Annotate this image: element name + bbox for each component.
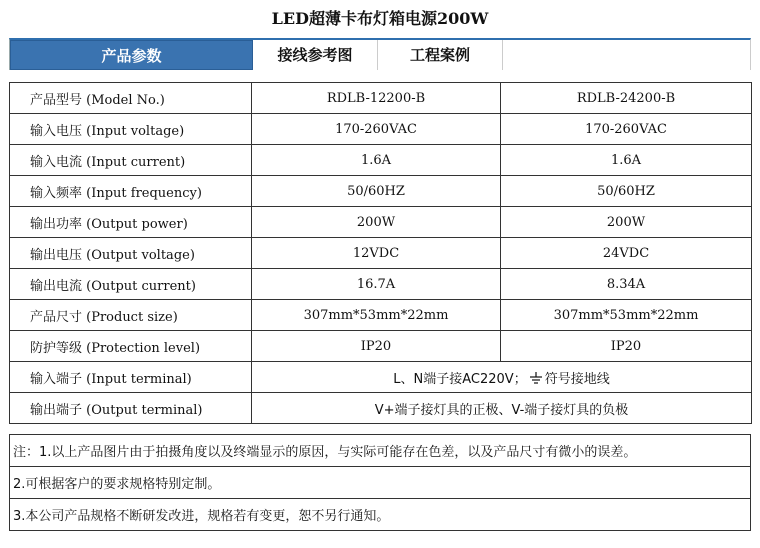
tab-project-cases[interactable]: 工程案例 <box>378 40 503 70</box>
model-24v-value: 8.34A <box>501 269 752 300</box>
row-label: 输入电流 (Input current) <box>10 145 252 176</box>
table-row <box>10 393 752 424</box>
model-12v-value: 1.6A <box>252 145 501 176</box>
model-24v-value: 24VDC <box>501 238 752 269</box>
tab-bar <box>9 38 751 70</box>
row-label: 产品尺寸 (Product size) <box>10 300 252 331</box>
table-row <box>10 238 752 269</box>
table-row <box>10 145 752 176</box>
note-text: 注：1.以上产品图片由于拍摄角度以及终端显示的原因，与实际可能存在色差，以及产品尺寸有微小的误差。 <box>10 435 751 467</box>
model-24v-value: 307mm*53mm*22mm <box>501 300 752 331</box>
output-terminal-value: V+端子接灯具的正极、V-端子接灯具的负极 <box>252 393 752 424</box>
table-row <box>10 467 751 499</box>
table-row <box>10 207 752 238</box>
row-label: 输入电压 (Input voltage) <box>10 114 252 145</box>
table-row <box>10 83 752 114</box>
table-row <box>10 114 752 145</box>
table-row <box>10 176 752 207</box>
model-24v-value: 170-260VAC <box>501 114 752 145</box>
table-row <box>10 435 751 467</box>
row-label: 输入端子 (Input terminal) <box>10 362 252 393</box>
note-text: 2.可根据客户的要求规格特别定制。 <box>10 467 751 499</box>
row-label: 输出端子 (Output terminal) <box>10 393 252 424</box>
note-text: 3.本公司产品规格不断研发改进，规格若有变更，恕不另行通知。 <box>10 499 751 531</box>
table-row <box>10 269 752 300</box>
table-row <box>10 499 751 531</box>
model-12v-value: RDLB-12200-B <box>252 83 501 114</box>
table-row <box>10 362 752 393</box>
notes-table <box>9 434 751 531</box>
row-label: 产品型号 (Model No.) <box>10 83 252 114</box>
input-terminal-text: L、N端子接AC220V； <box>393 371 527 387</box>
model-12v-value: 12VDC <box>252 238 501 269</box>
model-12v-value: 200W <box>252 207 501 238</box>
model-12v-value: 50/60HZ <box>252 176 501 207</box>
model-24v-value: RDLB-24200-B <box>501 83 752 114</box>
table-row <box>10 331 752 362</box>
table-row <box>10 300 752 331</box>
input-terminal-value <box>252 362 752 393</box>
page-title: LED超薄卡布灯箱电源200W <box>271 9 489 28</box>
model-12v-value: 307mm*53mm*22mm <box>252 300 501 331</box>
model-24v-value: IP20 <box>501 331 752 362</box>
model-24v-value: 200W <box>501 207 752 238</box>
model-12v-value: IP20 <box>252 331 501 362</box>
row-label: 输出电流 (Output current) <box>10 269 252 300</box>
spec-table <box>9 82 752 424</box>
input-terminal-text-after: 符号接地线 <box>544 371 610 387</box>
row-label: 输出功率 (Output power) <box>10 207 252 238</box>
ground-icon <box>529 372 543 384</box>
model-12v-value: 16.7A <box>252 269 501 300</box>
row-label: 输出电压 (Output voltage) <box>10 238 252 269</box>
model-24v-value: 50/60HZ <box>501 176 752 207</box>
tab-product-params[interactable]: 产品参数 <box>10 40 253 70</box>
tab-wiring-diagram[interactable]: 接线参考图 <box>253 40 378 70</box>
model-24v-value: 1.6A <box>501 145 752 176</box>
row-label: 输入频率 (Input frequency) <box>10 176 252 207</box>
model-12v-value: 170-260VAC <box>252 114 501 145</box>
row-label: 防护等级 (Protection level) <box>10 331 252 362</box>
